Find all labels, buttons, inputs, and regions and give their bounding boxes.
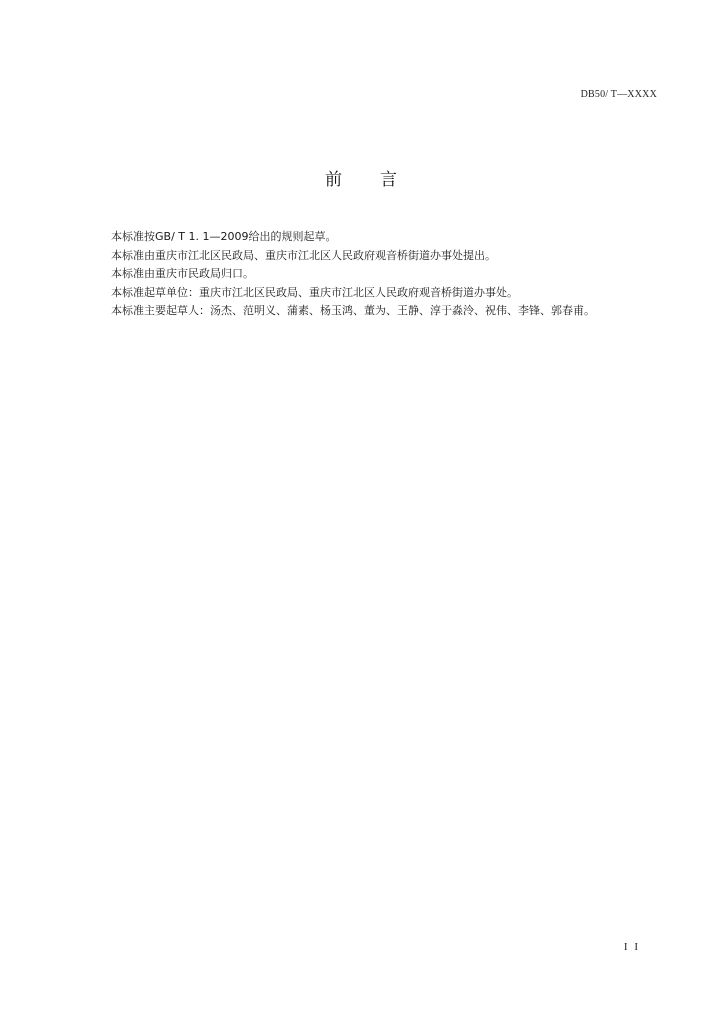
paragraph-drafters: 本标准主要起草人：汤杰、范明义、蒲素、杨玉鸿、董为、王静、淳于淼泠、祝伟、李锋、郭春甫。 (111, 304, 595, 317)
paragraph-drafting-units: 本标准起草单位：重庆市江北区民政局、重庆市江北区人民政府观音桥街道办事处。 (111, 285, 518, 299)
paragraph-administrator: 本标准由重庆市民政局归口。 (111, 267, 254, 280)
preface-title-char-1: 前 (325, 170, 344, 190)
preface-body (111, 228, 671, 321)
document-code: DB50/ T—XXXX (580, 89, 657, 100)
page-number: I I (623, 941, 640, 953)
preface-title-char-2: 言 (380, 170, 399, 190)
paragraph-proposer: 本标准由重庆市江北区民政局、重庆市江北区人民政府观音桥街道办事处提出。 (111, 248, 496, 262)
preface-title (0, 165, 724, 190)
paragraph-drafting-rules: 本标准按GB/ T 1. 1—2009给出的规则起草。 (111, 230, 337, 243)
